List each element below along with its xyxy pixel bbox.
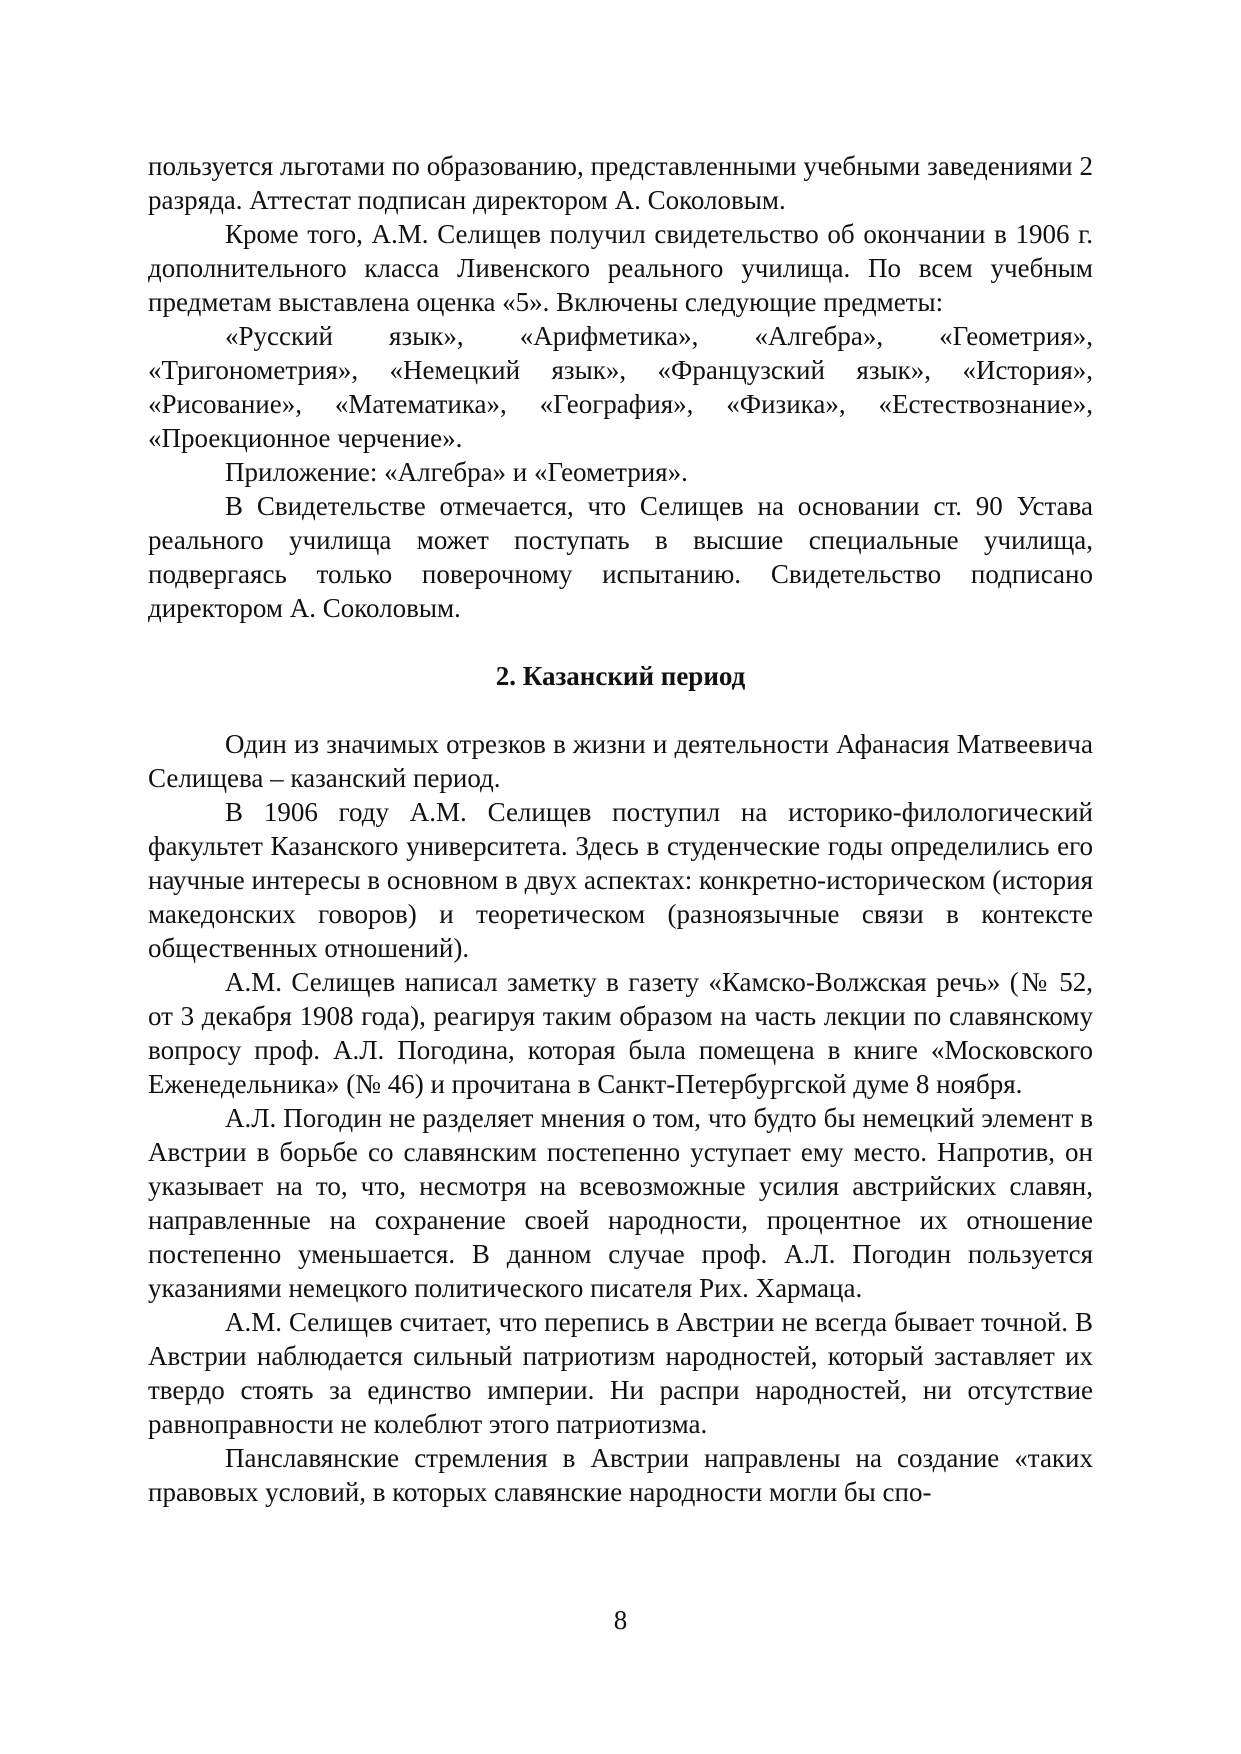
- page-number: 8: [613, 1605, 628, 1635]
- paragraph-university: В 1906 году А.М. Селищев поступил на историко-филологический факультет Казанского университета. Здесь в студенческие годы определились его научные интересы в основном в двух аспектах: конкретно-историческом (история македонских говоров) и теоретическом (разноязычные связи в контексте общественных отношений).: [148, 797, 1093, 963]
- paragraph-newspaper-note: А.М. Селищев написал заметку в газету «Камско-Волжская речь» (№ 52, от 3 декабря 1908 года), реагируя таким образом на часть лекции по славянскому вопросу проф. А.Л. Погодина, которая была помещена в книге «Московского Еженедельника» (№ 46) и прочитана в Санкт-Петербургской думе 8 ноября.: [148, 967, 1093, 1099]
- paragraph-appendix: Приложение: «Алгебра» и «Геометрия».: [225, 457, 688, 487]
- paragraph-census: А.М. Селищев считает, что перепись в Австрии не всегда бывает точной. В Австрии наблюдается сильный патриотизм народностей, который заставляет их твердо стоять за единство империи. Ни распри народностей, ни отсутствие равноправности не колеблют этого патриотизма.: [148, 1307, 1093, 1439]
- paragraph-pogodin: А.Л. Погодин не разделяет мнения о том, что будто бы немецкий элемент в Австрии в борьбе со славянским постепенно уступает ему место. Напротив, он указывает на то, что, несмотря на всевозможные усилия австрийских славян, направленные на сохранение своей народности, процентное их отношение постепенно уменьшается. В данном случае проф. А.Л. Погодин пользуется указаниями немецкого политического писателя Рих. Хармаца.: [148, 1103, 1093, 1303]
- paragraph-certificate: Кроме того, А.М. Селищев получил свидетельство об окончании в 1906 г. дополнительного класса Ливенского реального училища. По всем учебным предметам выставлена оценка «5». Включены следующие предметы:: [148, 219, 1093, 317]
- paragraph-subjects-list: «Русский язык», «Арифметика», «Алгебра», «Геометрия», «Тригонометрия», «Немецкий язык», «Французский язык», «История», «Рисование», «Математика», «География», «Физика», «Естествознание», «Проекционное черчение».: [148, 321, 1093, 453]
- body-text: [148, 149, 1093, 1509]
- paragraph-panslavism: Панславянские стремления в Австрии направлены на создание «таких правовых условий, в которых славянские народности могли бы спо-: [148, 1443, 1093, 1507]
- paragraph-certificate-note: В Свидетельстве отмечается, что Селищев на основании ст. 90 Устава реального училища может поступать в высшие специальные училища, подвергаясь только поверочному испытанию. Свидетельство подписано директором А. Соколовым.: [148, 491, 1093, 623]
- paragraph-continuation: пользуется льготами по образованию, представленными учебными заведениями 2 разряда. Аттестат подписан директором А. Соколовым.: [148, 151, 1093, 215]
- paragraph-kazan-intro: Один из значимых отрезков в жизни и деятельности Афанасия Матвеевича Селищева – казанский период.: [148, 729, 1093, 793]
- section-heading: 2. Казанский период: [495, 661, 746, 691]
